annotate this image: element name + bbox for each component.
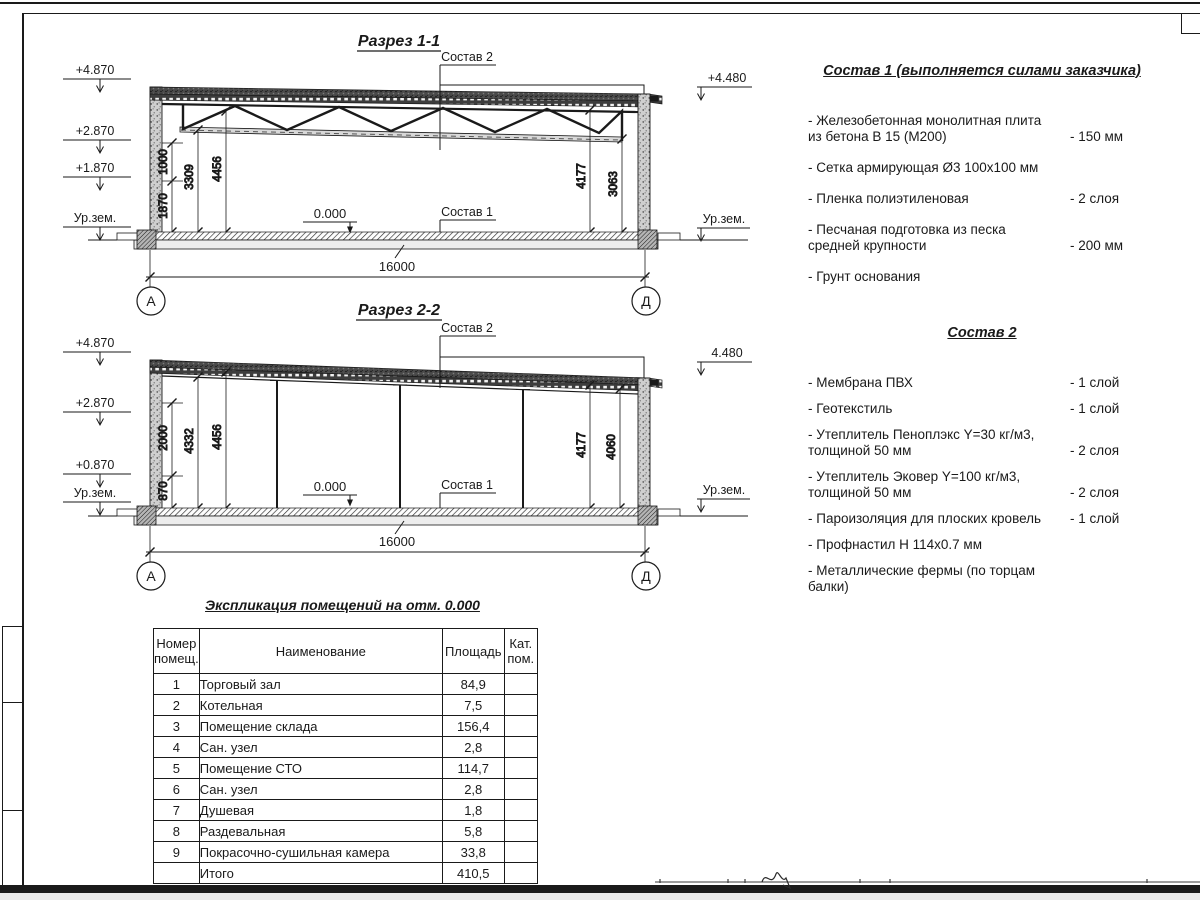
axis-label-d: Д [641,568,651,584]
ground-level-label: Ур.зем. [73,211,117,225]
cell-area: 2,8 [442,779,504,800]
layer-text: - Профнастил Н 114х0.7 мм [808,537,982,552]
cell-number: 9 [154,842,200,863]
layer-item [808,427,1156,459]
dim-label: 870 [158,481,170,501]
floor-slab [88,230,748,258]
header-text: пом. [507,651,535,666]
bottom-rule-and-pen-mark [650,862,1200,898]
layer-text: - Утеплитель Пеноплэкс Y=30 кг/м3, [808,427,1035,442]
layer-text: толщиной 50 мм [808,443,912,458]
cell-name: Сан. узел [199,737,442,758]
layer-item [808,113,1156,145]
cell-number: 5 [154,758,200,779]
margin-cell-line [2,702,23,703]
layer-value: - 200 мм [1070,238,1124,253]
cell-category [504,842,537,863]
dim-label: 4060 [606,434,618,460]
sections-drawing [0,0,780,620]
cell-category [504,737,537,758]
section-title: Разрез 1-1 [357,33,441,50]
dim-label: 3063 [608,171,620,197]
layer-item [808,375,1156,391]
dim-label: 4177 [576,163,588,189]
section-2-2 [63,302,752,590]
sostav2-title: Состав 2 [947,325,1017,341]
layer-value: - 150 мм [1070,129,1124,144]
layer-text: - Геотекстиль [808,401,893,416]
layer-item [808,269,1156,285]
cell-category [504,821,537,842]
elevation-label: 4.480 [711,346,743,360]
cell-area: 114,7 [442,758,504,779]
axis-label-a: А [146,293,156,309]
cell-category [504,863,537,884]
table-row [154,821,538,842]
cell-category [504,758,537,779]
dim-label: 4456 [212,424,224,450]
span-label: 16000 [378,259,416,274]
section-title: Разрез 2-2 [357,302,441,319]
layer-value: - 2 слоя [1070,191,1120,206]
header-name [199,629,442,674]
cell-area: 84,9 [442,674,504,695]
layer-item [808,401,1156,417]
layer-text: из бетона В 15 (М200) [808,129,947,144]
cell-number: 7 [154,800,200,821]
cell-name: Помещение СТО [199,758,442,779]
cell-name: Помещение склада [199,716,442,737]
sostav1-callout: Состав 1 [441,478,493,492]
ground-level-label: Ур.зем. [702,483,746,497]
layer-text: средней крупности [808,238,927,253]
sostav2-callout: Состав 2 [441,50,493,64]
table-row [154,674,538,695]
layer-item [808,191,1156,207]
margin-cell-line [2,810,23,811]
dim-label: 4177 [576,432,588,458]
explication-table [153,628,538,884]
header-text: помещ. [154,651,199,666]
header-text: Номер [156,636,197,651]
layer-item [808,160,1156,176]
layer-value: - 2 слоя [1070,443,1120,458]
cell-area: 156,4 [442,716,504,737]
cell-number: 1 [154,674,200,695]
floor-slab [88,506,748,534]
cell-name: Душевая [199,800,442,821]
cell-category [504,800,537,821]
section-1-1 [63,33,752,315]
cell-area: 2,8 [442,737,504,758]
cell-name: Раздевальная [199,821,442,842]
header-category [504,629,537,674]
sostav1-block [808,62,1156,300]
layer-text: - Мембрана ПВХ [808,375,913,390]
layer-item [808,511,1156,527]
span-label: 16000 [378,534,416,549]
dim-label: 4332 [184,428,196,454]
cell-name: Итого [199,863,442,884]
ground-level-label: Ур.зем. [73,486,117,500]
dim-label: 2000 [158,425,170,451]
layer-text: - Пароизоляция для плоских кровель [808,511,1042,526]
cell-number: 6 [154,779,200,800]
layer-item [808,469,1156,501]
sostav1-title: Состав 1 (выполняется силами заказчика) [823,63,1141,79]
layer-text: - Пленка полиэтиленовая [808,191,969,206]
layer-item [808,222,1156,254]
cell-name: Котельная [199,695,442,716]
cell-area: 33,8 [442,842,504,863]
vertical-dimensions [162,106,627,237]
header-text: Кат. [509,636,533,651]
layer-text: - Железобетонная монолитная плита [808,113,1042,128]
cell-number: 8 [154,821,200,842]
cell-number: 2 [154,695,200,716]
layer-item [808,537,1156,553]
axis-label-a: А [146,568,156,584]
cell-number: 4 [154,737,200,758]
cell-area: 5,8 [442,821,504,842]
table-header-row [154,629,538,674]
explication-title: Экспликация помещений на отм. 0.000 [205,597,480,613]
cell-area: 1,8 [442,800,504,821]
header-room-number [154,629,200,674]
sostav2-block [808,324,1156,605]
table-total-row [154,863,538,884]
vertical-dimensions [162,368,625,513]
elevation-label: +4.870 [75,63,115,77]
cell-category [504,695,537,716]
header-text: Площадь [444,643,502,659]
corner-cell [1181,14,1200,34]
cell-category [504,779,537,800]
layer-text: - Утеплитель Эковер Y=100 кг/м3, [808,469,1021,484]
elevation-label: +1.870 [75,161,115,175]
table-row [154,737,538,758]
table-row [154,779,538,800]
layer-text: - Грунт основания [808,269,921,284]
cell-name: Покрасочно-сушильная камера [199,842,442,863]
margin-cell-line [2,626,23,627]
layer-value: - 1 слой [1070,401,1120,416]
axis-label-d: Д [641,293,651,309]
table-row [154,695,538,716]
elevation-label: +4.870 [75,336,115,350]
dim-label: 3309 [184,164,196,190]
cell-name: Торговый зал [199,674,442,695]
elevation-label: +2.870 [75,396,115,410]
layer-value: - 1 слой [1070,511,1120,526]
sostav1-callout: Состав 1 [441,205,493,219]
dim-label: 1870 [158,193,170,219]
cell-name: Сан. узел [199,779,442,800]
layer-text: - Песчаная подготовка из песка [808,222,1006,237]
layer-text: - Сетка армирующая Ø3 100х100 мм [808,160,1039,175]
header-area [442,629,504,674]
layer-value: - 1 слой [1070,375,1120,390]
layer-item [808,563,1156,595]
cell-category [504,716,537,737]
header-text: Наименование [275,643,366,659]
layer-text: - Металлические фермы (по торцам балки) [808,563,1036,594]
layer-value: - 2 слоя [1070,485,1120,500]
cell-number: 3 [154,716,200,737]
cell-category [504,674,537,695]
dim-label: 1000 [158,149,170,175]
cell-number [154,863,200,884]
zero-level-label: 0.000 [313,206,347,221]
table-row [154,800,538,821]
elevation-label: +4.480 [707,71,747,85]
table-row [154,758,538,779]
table-row [154,842,538,863]
sostav2-callout: Состав 2 [441,321,493,335]
elevation-label: +0.870 [75,458,115,472]
cell-area: 410,5 [442,863,504,884]
roof-truss [162,104,638,142]
ground-level-label: Ур.зем. [702,212,746,226]
cell-area: 7,5 [442,695,504,716]
zero-level-label: 0.000 [313,479,347,494]
dim-label: 4456 [212,156,224,182]
elevation-label: +2.870 [75,124,115,138]
margin-cell-line [2,626,3,885]
table-row [154,716,538,737]
layer-text: толщиной 50 мм [808,485,912,500]
